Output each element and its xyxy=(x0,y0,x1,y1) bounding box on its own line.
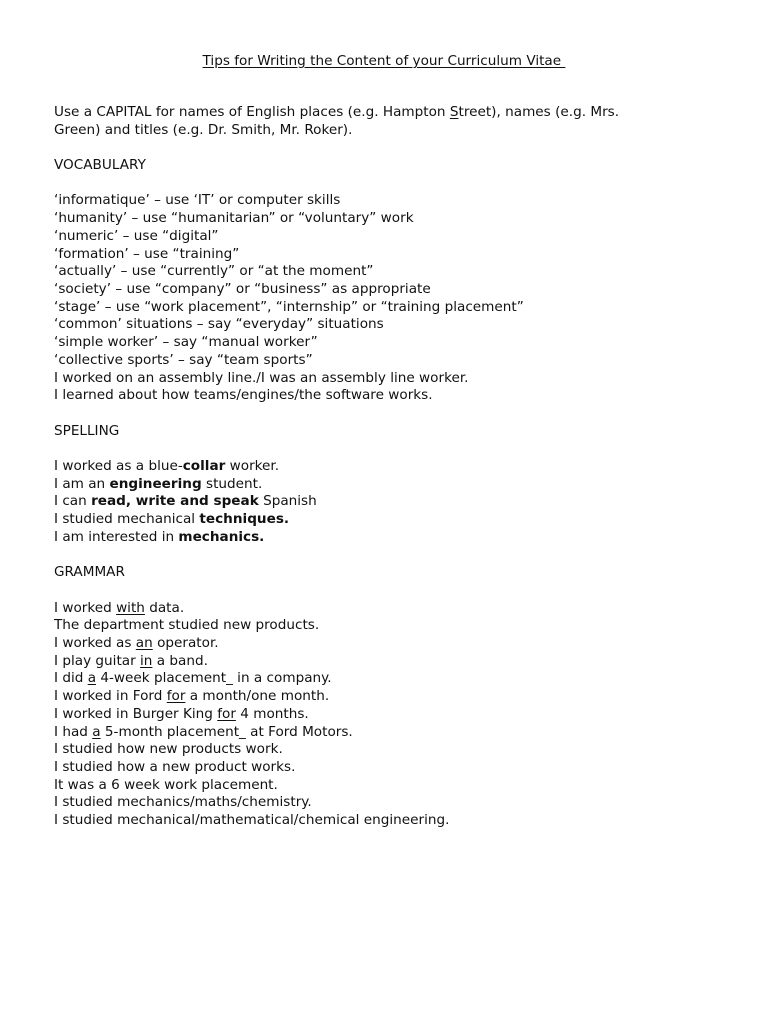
grammar-text: operator. xyxy=(152,635,219,651)
grammar-item: I studied how new products work. xyxy=(54,741,283,758)
grammar-text: I worked as xyxy=(54,635,136,651)
grammar-item: I studied how a new product works. xyxy=(54,758,296,775)
spelling-text: I am interested in xyxy=(54,528,179,545)
intro-text: treet), names (e.g. Mrs. xyxy=(458,104,620,120)
intro-text: for names of English places (e.g. Hampton xyxy=(151,104,450,120)
spelling-item xyxy=(54,511,734,529)
grammar-text: 4-week placement_ in a company. xyxy=(96,670,332,687)
intro-line-1 xyxy=(54,104,734,122)
grammar-text: a band. xyxy=(152,652,208,669)
grammar-underline: with xyxy=(116,599,145,616)
vocabulary-item: ‘common’ situations – say “everyday” situations xyxy=(54,316,384,333)
grammar-text: 4 months. xyxy=(235,705,309,722)
intro-text: Use a xyxy=(54,104,97,120)
spelling-item xyxy=(54,493,734,511)
grammar-item: It was a 6 week work placement. xyxy=(54,776,278,793)
capital-s-underline: S xyxy=(449,104,459,120)
grammar-item xyxy=(54,653,734,671)
spelling-emphasis: techniques. xyxy=(199,511,290,528)
spelling-item xyxy=(54,529,734,547)
grammar-text: I worked xyxy=(54,599,117,616)
spelling-text: Spanish xyxy=(258,493,317,510)
document-title: Tips for Writing the Content of your Curriculum Vitae xyxy=(202,53,566,69)
capital-emphasis: CAPITAL xyxy=(96,104,152,120)
grammar-heading: GRAMMAR xyxy=(54,564,125,581)
spelling-text: I studied mechanical xyxy=(54,511,200,528)
vocabulary-item: ‘numeric’ – use “digital” xyxy=(54,227,219,244)
grammar-text: a month/one month. xyxy=(185,688,330,705)
spelling-item xyxy=(54,476,734,494)
vocabulary-item: ‘simple worker’ – say “manual worker” xyxy=(54,334,318,351)
spelling-emphasis: collar xyxy=(182,458,226,474)
spelling-heading: SPELLING xyxy=(54,422,120,439)
spelling-text: I am an xyxy=(54,475,110,492)
grammar-text: I had xyxy=(54,723,93,740)
vocabulary-item: ‘formation’ – use “training” xyxy=(54,245,240,262)
spelling-item xyxy=(54,458,734,476)
grammar-text: data. xyxy=(144,599,185,616)
grammar-text: I play guitar xyxy=(54,652,141,669)
grammar-item xyxy=(54,706,734,724)
grammar-item: I studied mechanics/maths/chemistry. xyxy=(54,794,312,811)
grammar-item xyxy=(54,635,734,653)
vocabulary-item: ‘informatique’ – use ‘IT’ or computer skills xyxy=(54,192,341,209)
vocabulary-item: ‘stage’ – use “work placement”, “internship” or “training placement” xyxy=(54,298,524,315)
grammar-underline: for xyxy=(217,705,236,722)
spelling-text: worker. xyxy=(225,458,280,474)
grammar-text: I worked in Ford xyxy=(54,688,167,705)
spelling-text: I can xyxy=(54,493,92,510)
spelling-emphasis: engineering xyxy=(109,475,202,492)
vocabulary-item: ‘actually’ – use “currently” or “at the moment” xyxy=(54,263,374,280)
grammar-text: I worked in Burger King xyxy=(54,705,218,722)
grammar-item xyxy=(54,600,734,618)
document-body xyxy=(54,104,734,830)
spelling-emphasis: read, write and speak xyxy=(91,493,259,510)
grammar-underline: a xyxy=(92,723,101,740)
spelling-list xyxy=(54,458,734,547)
intro-paragraph xyxy=(54,104,734,139)
grammar-item: The department studied new products. xyxy=(54,617,320,634)
grammar-item: I studied mechanical/mathematical/chemical engineering. xyxy=(54,812,450,829)
vocabulary-item: ‘collective sports’ – say “team sports” xyxy=(54,351,313,368)
vocabulary-item: I learned about how teams/engines/the software works. xyxy=(54,387,433,404)
spelling-text: I worked as a blue- xyxy=(54,458,183,474)
grammar-item xyxy=(54,724,734,742)
grammar-list xyxy=(54,600,734,830)
grammar-item xyxy=(54,670,734,688)
spelling-emphasis: mechanics. xyxy=(178,528,265,545)
grammar-text: I did xyxy=(54,670,88,687)
grammar-text: 5-month placement_ at Ford Motors. xyxy=(100,723,353,740)
spelling-text: student. xyxy=(201,475,263,492)
grammar-item xyxy=(54,688,734,706)
grammar-underline: an xyxy=(135,635,153,651)
vocabulary-item: ‘humanity’ – use “humanitarian” or “voluntary” work xyxy=(54,210,414,227)
vocabulary-item: I worked on an assembly line./I was an assembly line worker. xyxy=(54,369,469,386)
vocabulary-item: ‘society’ – use “company” or “business” as appropriate xyxy=(54,281,431,297)
grammar-underline: for xyxy=(166,688,186,705)
grammar-underline: a xyxy=(87,670,97,687)
vocabulary-list xyxy=(54,192,734,404)
vocabulary-heading: VOCABULARY xyxy=(54,157,146,174)
intro-line-2: Green) and titles (e.g. Dr. Smith, Mr. Roker). xyxy=(54,121,353,138)
grammar-underline: in xyxy=(140,652,153,669)
